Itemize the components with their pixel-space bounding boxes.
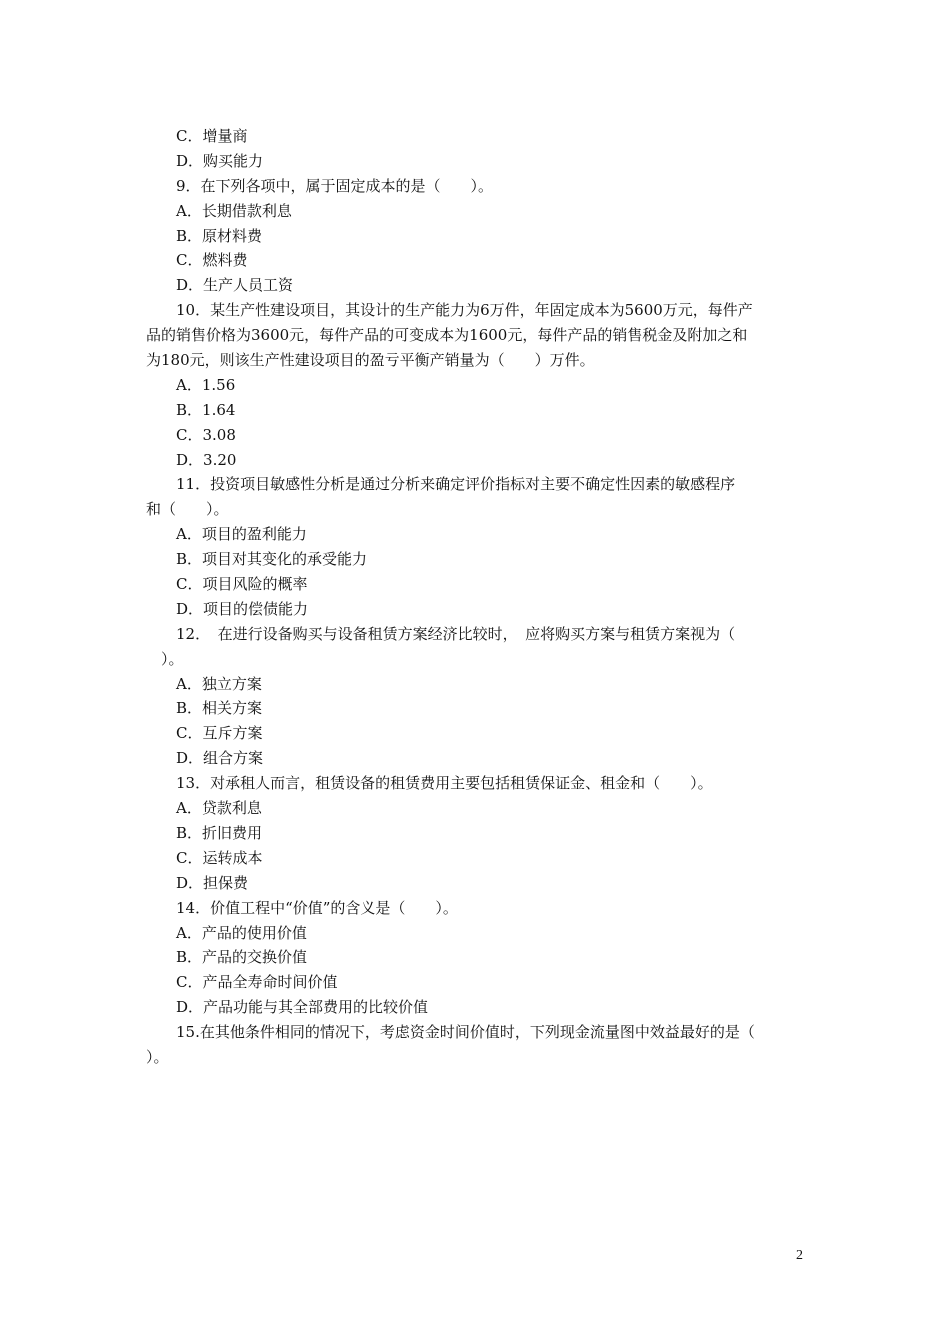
option-line: C．互斥方案	[176, 724, 263, 743]
option-line: C．3.08	[176, 425, 236, 444]
question-9: 9．在下列各项中，属于固定成本的是（ ）。	[176, 176, 494, 195]
option-line: A．独立方案	[176, 674, 262, 693]
question-11-continued: 和（ ）。	[146, 500, 229, 519]
question-12-continued: ）。	[146, 649, 184, 668]
option-line: C．运转成本	[176, 848, 263, 867]
question-13: 13．对承租人而言，租赁设备的租赁费用主要包括租赁保证金、租金和（ ）。	[176, 774, 713, 793]
question-12: 12． 在进行设备购买与设备租赁方案经济比较时， 应将购买方案与租赁方案视为（	[176, 624, 736, 643]
option-line: D．3.20	[176, 450, 237, 469]
option-line: D．担保费	[176, 873, 249, 892]
option-line: B．原材料费	[176, 226, 263, 245]
question-14: 14．价值工程中“价值”的含义是（ ）。	[176, 898, 458, 917]
question-10-continued: 为180元，则该生产性建设项目的盈亏平衡产销量为（ ）万件。	[146, 351, 595, 370]
option-line: B．1.64	[176, 400, 236, 419]
option-line: C．增量商	[176, 127, 248, 145]
option-line: B．相关方案	[176, 699, 263, 718]
option-line: D．生产人员工资	[176, 276, 294, 295]
option-line: A．项目的盈利能力	[176, 525, 307, 544]
option-line: D．购买能力	[176, 151, 264, 170]
option-line: A．长期借款利息	[176, 201, 292, 220]
option-line: D．组合方案	[176, 749, 264, 768]
document-body	[146, 124, 808, 1070]
option-line: B．折旧费用	[176, 823, 263, 842]
option-line: C．燃料费	[176, 251, 248, 270]
option-line: C．项目风险的概率	[176, 575, 308, 594]
option-line: C．产品全寿命时间价值	[176, 973, 338, 992]
page-number: 2	[796, 1248, 803, 1263]
option-line: A．1.56	[176, 375, 236, 394]
question-15: 15.在其他条件相同的情况下，考虑资金时间价值时，下列现金流量图中效益最好的是（	[176, 1023, 755, 1042]
option-line: D．项目的偿债能力	[176, 599, 309, 618]
question-10-continued: 品的销售价格为3600元，每件产品的可变成本为1600元，每件产品的销售税金及附加之和	[146, 326, 748, 345]
question-10: 10．某生产性建设项目，其设计的生产能力为6万件，年固定成本为5600万元，每件产	[176, 301, 753, 320]
question-15-continued: ）。	[146, 1047, 169, 1066]
question-11: 11．投资项目敏感性分析是通过分析来确定评价指标对主要不确定性因素的敏感程序	[176, 475, 736, 494]
option-line: B．项目对其变化的承受能力	[176, 550, 368, 569]
option-line: B．产品的交换价值	[176, 948, 308, 967]
option-line: A．产品的使用价值	[176, 923, 307, 942]
option-line: A．贷款利息	[176, 799, 262, 818]
option-line: D．产品功能与其全部费用的比较价值	[176, 998, 429, 1017]
